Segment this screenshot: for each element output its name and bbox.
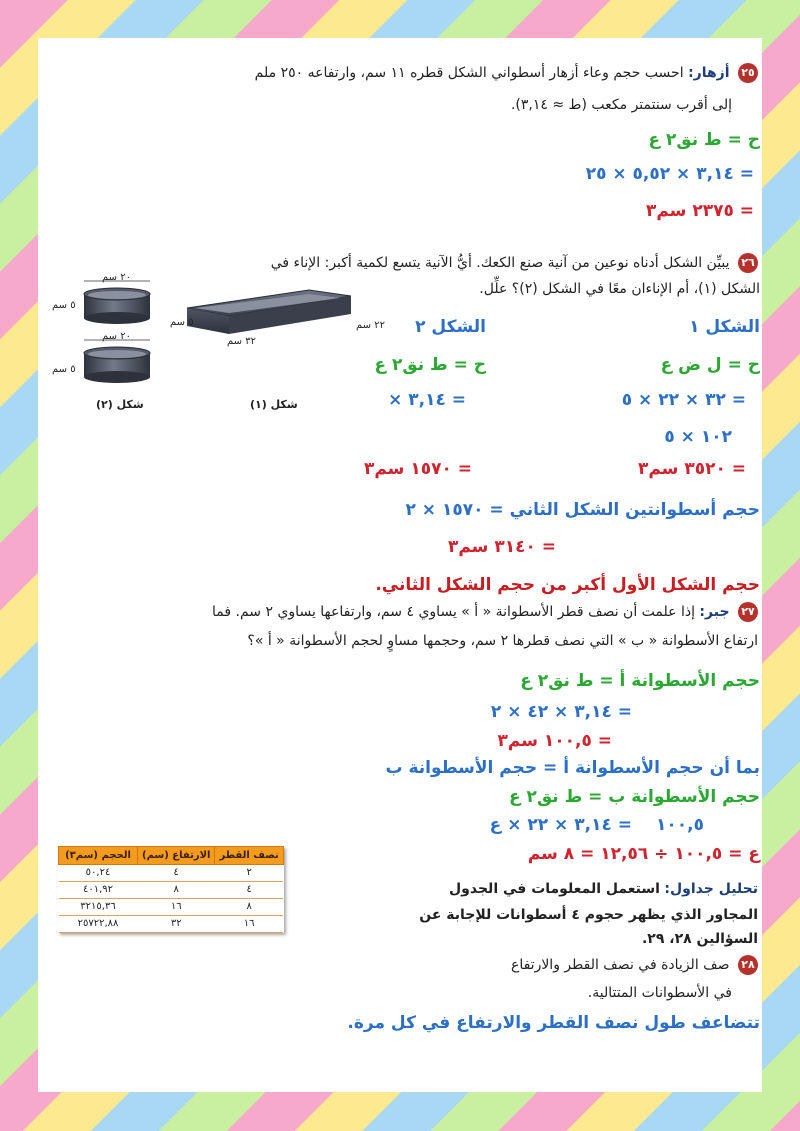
table-cell: ٤٠١,٩٢ xyxy=(59,882,138,899)
q27-b-substitution-right: = ٣,١٤ × ٢٢ × ع xyxy=(489,815,632,835)
q25-keyword: أزهار: xyxy=(688,65,730,81)
figure2-top-height-label: ٥ سم xyxy=(52,300,76,311)
table-cell: ١٦ xyxy=(138,899,215,916)
q26-line1 xyxy=(271,252,758,274)
analysis-line1 xyxy=(449,878,758,900)
shape2-title: الشكل ٢ xyxy=(415,317,486,337)
q27-text-2: ارتفاع الأسطوانة « ب » التي نصف قطرها ٢ سم، وحجمها مساوٍ لحجم الأسطوانة « أ »؟ xyxy=(247,633,758,649)
table-cell: ٣٢١٥,٣٦ xyxy=(59,899,138,916)
q27-line1 xyxy=(212,601,758,623)
table-cell: ٨ xyxy=(138,882,215,899)
table-header-row xyxy=(59,847,284,865)
figure1-width-label: ٢٢ سم xyxy=(356,320,385,331)
shape1-title: الشكل ١ xyxy=(689,317,760,337)
table-cell: ٣٢ xyxy=(138,916,215,933)
q27-b-formula: حجم الأسطوانة ب = ط نق٢ ع xyxy=(509,787,760,807)
q25-number-badge: ٢٥ xyxy=(738,63,758,83)
q28-text-1: صف الزيادة في نصف القطر والارتفاع xyxy=(510,957,730,973)
table-row xyxy=(59,899,284,916)
q27-text-1: إذا علمت أن نصف قطر الأسطوانة « أ » يساوي ٤ سم، وارتفاعها يساوي ٢ سم. فما xyxy=(212,604,695,620)
shape1-substitution: = ٣٢ × ٢٢ × ٥ xyxy=(621,390,746,410)
table-cell: ٤ xyxy=(215,882,283,899)
q25-text-2: إلى أقرب سنتمتر مكعب (ط ≈ ٣,١٤). xyxy=(510,97,732,113)
q25-formula: ح = ط نق٢ ع xyxy=(648,130,760,150)
q26-conclusion: حجم الشكل الأول أكبر من حجم الشكل الثاني. xyxy=(375,575,760,595)
table-cell: ١٦ xyxy=(215,916,283,933)
analysis-text-2: المجاور الذي يظهر حجوم ٤ أسطوانات للإجابة عن xyxy=(419,907,758,923)
q26-number-badge: ٢٦ xyxy=(738,253,758,273)
analysis-text-1: استعمل المعلومات في الجدول xyxy=(449,881,660,897)
table-header-height: الارتفاع (سم) xyxy=(138,847,215,865)
volume-table xyxy=(58,846,284,933)
volume-table-wrapper xyxy=(58,846,284,933)
q25-result: = ٢٣٧٥ سم٣ xyxy=(645,201,754,221)
q27-a-formula: حجم الأسطوانة أ = ط نق٢ ع xyxy=(520,671,760,691)
table-row xyxy=(59,916,284,933)
table-cell: ٨ xyxy=(215,899,283,916)
analysis-keyword: تحليل جداول: xyxy=(664,881,758,897)
q28-answer: تتضاعف طول نصف القطر والارتفاع في كل مرة. xyxy=(347,1013,760,1033)
figure2-bottom-diameter-label: ٢٠ سم xyxy=(102,331,131,342)
figure1-height-label: ٥ سم xyxy=(170,317,194,328)
q27-b-substitution-left: ١٠٠,٥ xyxy=(656,815,704,835)
q25-text-1: احسب حجم وعاء أزهار أسطواني الشكل قطره ١١ سم، وارتفاعه ٢٥٠ ملم xyxy=(254,65,684,81)
q26-text-1: يبيِّن الشكل أدناه نوعين من آنية صنع الكعك. أيُّ الآنية يتسع لكمية أكبر: الإناء في xyxy=(270,255,730,271)
table-row xyxy=(59,865,284,882)
shape1-formula: ح = ل ض ع xyxy=(660,355,760,375)
q25-substitution: = ٣,١٤ × ٥,٥٢ × ٢٥ xyxy=(585,164,754,184)
table-cell: ٥٠,٢٤ xyxy=(59,865,138,882)
q28-number-badge: ٢٨ xyxy=(738,955,758,975)
shape1-result: = ٣٥٢٠ سم٣ xyxy=(637,459,746,479)
page xyxy=(38,38,762,1092)
figure1-caption: شكل (١) xyxy=(250,398,298,411)
q27-a-substitution: = ٣,١٤ × ٤٢ × ٢ xyxy=(490,702,632,722)
q27-b-result: ع = ١٠٠,٥ ÷ ١٢,٥٦ = ٨ سم xyxy=(527,844,760,864)
two-cylinders-result: = ٣١٤٠ سم٣ xyxy=(447,537,556,557)
shape2-substitution-1: = ٣,١٤ × xyxy=(388,390,466,410)
shape2-result: = ١٥٧٠ سم٣ xyxy=(363,459,472,479)
q25-line1 xyxy=(255,62,758,84)
q27-number-badge: ٢٧ xyxy=(738,602,758,622)
table-row xyxy=(59,882,284,899)
table-header-radius: نصف القطر xyxy=(215,847,283,865)
figure2-bottom-height-label: ٥ سم xyxy=(52,364,76,375)
q28-line1 xyxy=(511,954,758,976)
figure2-caption: شكل (٢) xyxy=(96,398,144,411)
two-cylinders-volume: حجم أسطوانتين الشكل الثاني = ١٥٧٠ × ٢ xyxy=(405,500,760,520)
table-cell: ٤ xyxy=(138,865,215,882)
figure1-tray xyxy=(173,286,358,376)
figure1-length-label: ٣٢ سم xyxy=(227,336,256,347)
q28-text-2: في الأسطوانات المتتالية. xyxy=(587,985,732,1001)
q27-keyword: جبر: xyxy=(699,604,730,620)
table-cell: ٢٥٧٢٢,٨٨ xyxy=(59,916,138,933)
shape2-formula: ح = ط نق٢ ع xyxy=(374,355,486,375)
q26-text-2: الشكل (١)، أم الإناءان معًا في الشكل (٢)؟ علِّل. xyxy=(479,281,760,297)
analysis-text-3: السؤالين ٢٨، ٢٩. xyxy=(641,931,758,947)
table-header-volume: الحجم (سم٣) xyxy=(59,847,138,865)
figure2-top-diameter-label: ٢٠ سم xyxy=(102,272,131,283)
table-cell: ٢ xyxy=(215,865,283,882)
shape2-substitution-2: ١٠٢ × ٥ xyxy=(664,427,732,447)
q27-equality-statement: بما أن حجم الأسطوانة أ = حجم الأسطوانة ب xyxy=(385,758,760,778)
q27-a-result: = ١٠٠,٥ سم٣ xyxy=(497,731,612,751)
